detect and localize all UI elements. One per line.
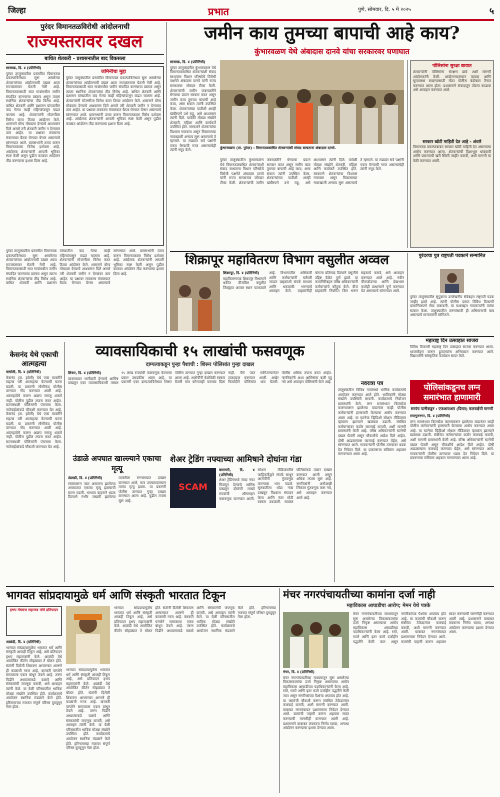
story-deck: सरपंच पत्नीकडून : एफआयआर (दिसत) कारवाईची मागणी [410,406,494,411]
meeting-photo [283,612,349,668]
story-continued-2: भागवत सांप्रदायामुळेच भारतात धर्म आणि संस्कृती आजही टिकून आहे, असे प्रतिपादन हभप महाराजांनी केले. आळंदी येथे आयोजित कीर्तन सोहळ्यात ते बोलत होते. संतांनी दिलेली शिकवण आचरणात आणणे ही काळाची गरज आहे. वारकरी परंपरेने समाजाला एकत्र बांधून ठेवले आहे. तरुण पिढीने अध्यात्माकडे वळावे आणि संस्कारांची जपणूक करावी, असे आवाहन त्यांनी केले. या वेळी परिसरातील भाविक मोठ्या संख्येने उपस्थित होते. कार्यक्रमाचे आयोजन स्थानिक मंडळाने केले होते. हरिनामाच्या गजरात संपूर्ण परिसर दुमदुमून गेला होता. [66,668,110,751]
sidebar-text: शेतकऱ्यांनी पोलिसांना संरक्षण द्यावे अशी मागणी आंदोलकांनी केली. आंदोलनादरम्यान कायदा आणि सुव्यवस्था राखण्यासाठी मोठा पोलीस बंदोबस्त तैनात करण्यात आला होता. प्रशासनाने संवादातून तोडगा काढावा असे आवाहन करण्यात आले. [413,70,491,93]
story-text: तालुक्यातील विविध गावांमध्ये धार्मिक कार्यक्रमांचे आयोजन करण्यात आले होते. भाविकांनी मोठ्या संख्येने उपस्थिती लावली. कार्यक्रमाचे नियोजन ग्रामस्थांनी केले. [338,388,406,406]
story-deck: दाम्पत्याकडून पुन्हा पैशाची : शिरूर पोलिसांत गुन्हा दाखल [145,362,255,368]
column-divider [407,253,408,334]
story-headline: शेअर ट्रेडिंग नफ्याच्या आमिषाने दोघांना गंडा [170,454,302,464]
story-body [68,371,332,451]
story-body [6,370,62,575]
speaker-icon [66,606,110,664]
story-text: मंचर नगरपंचायतीच्या माध्यमातून सुरू असलेल्या विकासकामांचा दर्जा निकृष्ट असल्याचा आरोप महाविकास आघाडीच्या पदाधिकाऱ्यांनी केला आहे. रस्ते, गटारे आणि इतर कामे दर्जाहीन पद्धतीने केली जात असून नागरिकांच्या पैशांचा अपव्यय होत आहे. या कामांची चौकशी करून संबंधित ठेकेदारांवर कारवाई करावी, अशी मागणी करण्यात आली. याबाबत नगरपंचायत प्रशासनाला निवेदन देण्यात आले. कामांची पाहणी करून अहवाल सादर करण्याची मागणीही करण्यात आली आहे. प्रशासनाने याबाबत लवकरच निर्णय घ्यावा, अन्यथा आंदोलन करण्याचा इशारा देण्यात आला. [283,675,349,731]
story-body: पुरंदर तालुक्यातील सुपुत्राला उल्लेखनीय सेवेबद्दल राष्ट्रपती पदक जाहीर झाले आहे. त्यांनी पोलीस दलात विविध ठिकाणी प्रामाणिकपणे सेवा बजावली. या यशाबद्दल गावकऱ्यांनी त्यांचा सत्कार केला. तालुक्यातील तरुणांसाठी ही अभिमानाची बाब असल्याचे मान्यवरांनी सांगितले. [410,295,494,318]
story-headline: पोलिसांकडूनच लग्न समारंभात हाणामारी [423,382,481,402]
story-byline: वाघोली, दि. ४ (प्रतिनिधी) [6,370,41,374]
column-divider [64,342,65,582]
story-body [223,271,404,333]
story-text: शेअर ट्रेडिंगमध्ये जादा नफा मिळवून देण्याचे आमिष दाखवून दोघांची लाखो रुपयांची ऑनलाइन फसवणूक करण्यात आली. सोशल मीडियावरील जाहिरातीद्वारे संपर्क साधून आरोपींनी गुंतवणूक करण्यास भाग पाडले. सुरुवातीला थोडा नफा दाखवून विश्वास संपादन केला आणि नंतर मोठी रक्कम उकळली. सायबर पोलिसांकडे तक्रार दाखल करण्यात आली असून अधिक तपास सुरू आहे. नागरिकांनी अनोळखी लिंकवर गुंतवणूक करू नये, असे आवाहन करण्यात आले आहे. [219,468,332,505]
story-byline: बारामती, दि. ४ (प्रतिनिधी) [219,468,255,477]
section-rule [6,336,494,337]
story-kesnand [6,350,62,578]
speaker-photo [66,606,110,664]
scam-label: SCAM [178,483,208,493]
story-byline: मंचर, दि. ४ (प्रतिनिधी) [283,670,315,674]
story-purandar-medal [410,253,494,334]
side-box [6,606,62,636]
column-divider [279,588,280,793]
story-body [170,60,216,248]
column-divider [407,60,408,248]
sidebar-heading-2: सरकार खोटी माहिती देत आहे - अंधारे [422,139,482,144]
story-byline: राजगुरुनगर, दि. ४ (प्रतिनिधी) [410,414,451,418]
story-byline: शिरूर, दि. ४ (प्रतिनिधी) [68,371,102,375]
story-text: केसनंद (ता. हवेली) येथे एका व्यक्तीने राहत्या घरी आत्महत्या केल्याची घटना घडली. या प्रकरणी लोणीकंद पोलीस ठाण्यात नोंद करण्यात आली आहे. आत्महत्येचे कारण अद्याप समजू शकले नाही. पोलीस पुढील तपास करत आहेत. घटनास्थळी पोलिसांनी पंचनामा केला. नातेवाईकांकडे चौकशी करण्यात येत आहे. [6,375,62,412]
story-body [6,66,60,246]
story-headline: शिक्रापूर महावितरण विभाग वसुलीत अव्वल [185,253,389,268]
story-continued: पुरंदर तालुक्यातील कुंभारवळण येथे विमानतळबाधित शेतकऱ्यांशी संवाद साधताना विधान परिषदेचे विरोधी पक्षनेते अंबादास दानवे यांनी राज्य सरकारवर जोरदार टीका केली. शेतकऱ्यांची जमीन जबरदस्तीने घेण्याचा प्रयत्न सरकार करत असून जमीन काय तुमच्या बापाची आहे काय, असा सवाल त्यांनी उपस्थित केला. शेतकऱ्यांच्या पाठीशी आम्ही खंबीरपणे उभे राहू, असे आश्वासन त्यांनी दिले. यावेळी मोठ्या संख्येने शेतकरी, महिला आणि कार्यकर्ते उपस्थित होते. सरकारने शेतकऱ्यांचा विश्वास गमावला असून विकासाच्या नावाखाली अन्याय सुरू असल्याचे ते म्हणाले. या लढ्यात सर्व पक्षांनी एकत्र येण्याची गरज असल्याचेही त्यांनी नमूद केले. [220,158,404,185]
story-headline: महाराष्ट्र दिन उत्साहात साजरा [425,338,479,344]
story-headline: पुरंदरचा पुत्र राष्ट्रपती पदकाने सन्मानित [418,254,486,259]
sidebar-heading: पोलिसांना सुरक्षा द्यावात [432,64,472,69]
story-byline: सासवड, दि. ४ (प्रतिनिधी) [6,66,42,70]
inset-box [63,66,164,246]
story-deck: बाधित शेतकरी - प्रशासनातील बाद विकसला [6,54,164,64]
group-photo-icon [283,612,349,668]
story-text: महावितरणच्या शिक्रापूर विभागाने थकीत वीजबिल वसुलीत जिल्ह्यात अव्वल स्थान पटकावले आहे. विभागातील अधिकारी आणि कर्मचाऱ्यांनी घरोघरी जाऊन ग्राहकांशी संपर्क साधला आणि थकबाकी भरण्याचे आवाहन केले. ग्राहकांनीही चांगला प्रतिसाद दिल्याने वसुलीचे उद्दिष्ट वेळेत पूर्ण झाले. या कामगिरीबद्दल वरिष्ठ अधिकाऱ्यांनी कर्मचाऱ्यांचे कौतुक केले. वीज ग्राहकांनी नियमित बिल भरून सहकार्य करावे, असे आवाहन करण्यात आले आहे. नवीन वीजजोडण्या आणि देखभाल कामेही प्राधान्याने पूर्ण करण्यात येत असल्याचे सांगण्यात आले. [223,271,404,294]
story-small-religious [338,380,406,582]
story-airport-protest [6,22,164,334]
story-headline: भागवत सांप्रदायामुळे धर्म आणि संस्कृती भारतात टिकून [6,589,226,602]
story-body [219,468,332,580]
story-body: विविध ठिकाणी महाराष्ट्र दिन उत्साहात साजरा करण्यात आला. ध्वजारोहण करून हुतात्म्यांना अभिवादन करण्यात आले. विद्यार्थ्यांनी सांस्कृतिक कार्यक्रम सादर केले. [410,345,494,359]
masthead [8,4,494,18]
story-deck: कुंभारवळण येथे अंबादास दानवे यांचा सरकारवर घणाघात [254,47,410,56]
story-headline: मंचर नगरपंचायतीच्या कामांना दर्जा नाही [283,589,436,601]
side-box-title: हभप मेघराज महाराज यांचे प्रतिपादन [9,608,59,612]
story-byline: सासवड, दि. ४ (प्रतिनिधी) [170,60,206,64]
story-headline: उंडाळे अपघात खाल्ल्याने एकाचा मृत्यू [72,454,162,473]
crowd-photo-icon [220,60,404,144]
story-text: लग्न समारंभात किरकोळ कारणावरून झालेल्या वादानंतर काही पोलीस कर्मचाऱ्यांनी हाणामारी केल्याचा आरोप करण्यात आला आहे. या घटनेचा व्हिडिओ सोशल मीडियावर व्हायरल झाल्याने खळबळ उडाली. संबंधित कर्मचाऱ्यांवर कठोर कारवाई करावी, अशी मागणी ग्रामस्थांनी केली आहे. वरिष्ठ अधिकाऱ्यांनी घटनेची दखल घेतली असून चौकशीचे आदेश दिले आहेत. दोषी आढळल्यास कारवाई करण्यात येईल, असे सांगण्यात आले. गावकऱ्यांनी पोलीस ठाण्यावर धडक देत निवेदन दिले. या प्रकरणाचा सविस्तर अहवाल मागवण्यात आला आहे. [410,419,494,461]
story-deck: महाविकास आघाडीचा आरोप; मेमन येथे पत्रके [346,603,431,609]
photo-caption: कुंभारवळण (ता. पुरंदर) : विमानतळबाधित शेतकऱ्यांशी संवाद साधताना अंबादास दानवे. [220,146,336,150]
story-byline: उंडवडी, दि. ४ (प्रतिनिधी) [68,476,103,480]
story-body [6,640,62,790]
story-headline: जमीन काय तुमच्या बापाची आहे काय? [204,23,460,44]
column-divider [334,342,335,582]
story-headline: व्यावसायिकाची १५ लाखांची फसवणूक [95,342,305,360]
inset-box-title: जमिनीचा मुद्दा [101,69,126,75]
story-text: पुरंदर तालुक्यातील प्रस्तावित विमानतळ प्रकल्पाविरोधात सुरू असलेल्या शेतकऱ्यांच्या आंदोलनाची दखल आता राज्यस्तरावर घेतली गेली आहे. विमानतळासाठी सात गावांमधील जमीन संपादित करण्याचा प्रस्ताव असून त्याला स्थानिक शेतकऱ्यांचा तीव्र विरोध आहे. बाधित शेतकरी आणि प्रशासन यांच्यातील वाद गेल्या काही महिन्यांपासून वाढत चालला आहे. शेतकऱ्यांनी मोजणीला विरोध करत ठिय्या आंदोलन केले. शासनाने योग्य मोबदला देण्याचे आश्वासन दिले असले तरी शेतकरी जमीन न देण्यावर ठाम आहेत. या प्रश्नावर लवकरच मंत्रालयात बैठक घेण्यात येणार असल्याचे सांगण्यात आले. ग्रामसभांनी ठराव करून विमानतळाला विरोध दर्शवला आहे. आंदोलक शेतकऱ्यांनी आपली भूमिका स्पष्ट केली असून पुढील काळात आंदोलन तीव्र करण्याचा इशारा दिला आहे. [6,71,60,163]
story-fraud [68,342,332,452]
scam-image [170,468,216,508]
story-text: पुरंदर तालुक्यातील कुंभारवळण येथे विमानतळबाधित शेतकऱ्यांशी संवाद साधताना विधान परिषदेचे विरोधी पक्षनेते अंबादास दानवे यांनी राज्य सरकारवर जोरदार टीका केली. शेतकऱ्यांची जमीन जबरदस्तीने घेण्याचा प्रयत्न सरकार करत असून जमीन काय तुमच्या बापाची आहे काय, असा सवाल त्यांनी उपस्थित केला. शेतकऱ्यांच्या पाठीशी आम्ही खंबीरपणे उभे राहू, असे आश्वासन त्यांनी दिले. यावेळी मोठ्या संख्येने शेतकरी, महिला आणि कार्यकर्ते उपस्थित होते. सरकारने शेतकऱ्यांचा विश्वास गमावला असून विकासाच्या नावाखाली अन्याय सुरू असल्याचे ते म्हणाले. या लढ्यात सर्व पक्षांनी एकत्र येण्याची गरज असल्याचेही त्यांनी नमूद केले. [170,65,216,153]
section-label: जिल्हा [8,6,26,15]
story-shikrapur [170,253,404,334]
story-maharashtra-day [410,338,494,378]
story-headline: केसनंद येथे एकाची आत्महत्या [9,350,59,368]
newspaper-logo: प्रभात [208,7,230,18]
portrait-icon [440,269,464,293]
story-byline: शिक्रापूर, दि. ४ (प्रतिनिधी) [223,271,260,275]
headline-box [410,380,494,404]
story-manchar [283,588,494,793]
story-accident [68,454,166,582]
date-line: पुणे, सोमवार, दि. ५ मे २०२५ [358,7,411,13]
story-body [68,476,166,580]
section-rule [6,586,494,587]
story-text: व्यवसायात भागीदारी देण्याचे आमिष दाखवून एका व्यावसायिकाची तब्बल १५ लाख रुपयांची फसवणूक केल्याचा प्रकार उघडकीस आला आहे. या प्रकरणी एका दाम्पत्याविरोधात शिरूर पोलीस ठाण्यात गुन्हा दाखल करण्यात आला आहे. आरोपींनी वेळोवेळी रक्कम घेतली मात्र कोणताही परतावा दिला नाही. पैसे परत मागितल्यानंतर टाळाटाळ करण्यात आली. अखेर फिर्यादीने पोलिसांत धाव घेतली. पोलीस अधिक तपास करत आहेत. नागरिकांनी अशा आमिषांना बळी पडू नये असे आवाहन पोलिसांनी केले आहे. [68,371,332,386]
story-police-fight [410,380,494,582]
story-body [283,670,349,790]
story-share-trading [170,454,332,582]
people-photo-icon [170,271,220,331]
sidebar-text-2: विमानतळ प्रकल्पाबाबत सरकार खोटी माहिती देत असल्याचा आरोप करण्यात आला. शेतकऱ्यांची दिशाभूल थांबवावी आणि प्रकल्पाची खरी स्थिती जाहीर करावी, अशी मागणी या वेळी करण्यात आली. [413,145,491,163]
story-continued: पुरंदर तालुक्यातील प्रस्तावित विमानतळ प्रकल्पाविरोधात सुरू असलेल्या शेतकऱ्यांच्या आंदोलनाची दखल आता राज्यस्तरावर घेतली गेली आहे. विमानतळासाठी सात गावांमधील जमीन संपादित करण्याचा प्रस्ताव असून त्याला स्थानिक शेतकऱ्यांचा तीव्र विरोध आहे. बाधित शेतकरी आणि प्रशासन यांच्यातील वाद गेल्या काही महिन्यांपासून वाढत चालला आहे. शेतकऱ्यांनी मोजणीला विरोध करत ठिय्या आंदोलन केले. शासनाने योग्य मोबदला देण्याचे आश्वासन दिले असले तरी शेतकरी जमीन न देण्यावर ठाम आहेत. या प्रश्नावर लवकरच मंत्रालयात बैठक घेण्यात येणार असल्याचे सांगण्यात आले. ग्रामसभांनी ठराव करून विमानतळाला विरोध दर्शवला आहे. आंदोलक शेतकऱ्यांनी आपली भूमिका स्पष्ट केली असून पुढील काळात आंदोलन तीव्र करण्याचा इशारा दिला आहे. [6,249,164,286]
masthead-rule [6,19,494,21]
rally-photo [220,60,404,144]
story-headline: राज्यस्तरावर दखल [27,32,143,52]
story-headline: नवरात्रा पत्र [360,381,384,387]
story-rule [170,251,494,252]
inset-box-text: पुरंदर तालुक्यातील प्रस्तावित विमानतळ प्रकल्पाविरोधात सुरू असलेल्या शेतकऱ्यांच्या आंदोलनाची दखल आता राज्यस्तरावर घेतली गेली आहे. विमानतळासाठी सात गावांमधील जमीन संपादित करण्याचा प्रस्ताव असून त्याला स्थानिक शेतकऱ्यांचा तीव्र विरोध आहे. बाधित शेतकरी आणि प्रशासन यांच्यातील वाद गेल्या काही महिन्यांपासून वाढत चालला आहे. शेतकऱ्यांनी मोजणीला विरोध करत ठिय्या आंदोलन केले. शासनाने योग्य मोबदला देण्याचे आश्वासन दिले असले तरी शेतकरी जमीन न देण्यावर ठाम आहेत. या प्रश्नावर लवकरच मंत्रालयात बैठक घेण्यात येणार असल्याचे सांगण्यात आले. ग्रामसभांनी ठराव करून विमानतळाला विरोध दर्शवला आहे. आंदोलक शेतकऱ्यांनी आपली भूमिका स्पष्ट केली असून पुढील काळात आंदोलन तीव्र करण्याचा इशारा दिला आहे. [66,76,161,126]
story-continued: मंचर नगरपंचायतीच्या माध्यमातून सुरू असलेल्या विकासकामांचा दर्जा निकृष्ट असल्याचा आरोप महाविकास आघाडीच्या पदाधिकाऱ्यांनी केला आहे. रस्ते, गटारे आणि इतर कामे दर्जाहीन पद्धतीने केली जात असून नागरिकांच्या पैशांचा अपव्यय होत आहे. या कामांची चौकशी करून संबंधित ठेकेदारांवर कारवाई करावी, अशी मागणी करण्यात आली. याबाबत नगरपंचायत प्रशासनाला निवेदन देण्यात आले. कामांची पाहणी करून अहवाल सादर करण्याची मागणीही करण्यात आली आहे. प्रशासनाने याबाबत लवकरच निर्णय घ्यावा, अन्यथा आंदोलन करण्याचा इशारा देण्यात आला. [353,612,494,644]
column-divider [166,22,167,334]
sidebar-box [410,60,494,248]
story-byline: आळंदी, दि. ४ (प्रतिनिधी) [6,640,41,644]
story-kicker: पुरंदर विमानतळविरोधी आंदोलनाची [40,22,130,31]
story-text: रस्त्यावरून जात असताना झालेल्या अपघातात एकाचा मृत्यू झाल्याची घटना घडली. भरधाव वाहनाने धडक दिल्याने गंभीर जखमी झालेल्या व्यक्तीला रुग्णालयात दाखल करण्यात आले, मात्र उपचारादरम्यान त्याचा मृत्यू झाला. या प्रकरणी पोलीस ठाण्यात गुन्हा दाखल करण्यात आला आहे. पुढील तपास सुरू आहे. [68,476,166,503]
story-continued: भागवत सांप्रदायामुळेच भारतात धर्म आणि संस्कृती आजही टिकून आहे, असे प्रतिपादन हभप महाराजांनी केले. आळंदी येथे आयोजित कीर्तन सोहळ्यात ते बोलत होते. संतांनी दिलेली शिकवण आचरणात आणणे ही काळाची गरज आहे. वारकरी परंपरेने समाजाला एकत्र बांधून ठेवले आहे. तरुण पिढीने अध्यात्माकडे वळावे आणि संस्कारांची जपणूक करावी, असे आवाहन त्यांनी केले. या वेळी परिसरातील भाविक मोठ्या संख्येने उपस्थित होते. कार्यक्रमाचे आयोजन स्थानिक मंडळाने केले होते. हरिनामाच्या गजरात संपूर्ण परिसर दुमदुमून गेला होता. [114,606,276,633]
portrait-photo [440,269,464,293]
story-text-more: लग्न समारंभात किरकोळ कारणावरून झालेल्या वादानंतर काही पोलीस कर्मचाऱ्यांनी हाणामारी केल्याचा आरोप करण्यात आला आहे. या घटनेचा व्हिडिओ सोशल मीडियावर व्हायरल झाल्याने खळबळ उडाली. संबंधित कर्मचाऱ्यांवर कठोर कारवाई करावी, अशी मागणी ग्रामस्थांनी केली आहे. वरिष्ठ अधिकाऱ्यांनी घटनेची दखल घेतली असून चौकशीचे आदेश दिले आहेत. दोषी आढळल्यास कारवाई करण्यात येईल, असे सांगण्यात आले. गावकऱ्यांनी पोलीस ठाण्यावर धडक देत निवेदन दिले. या प्रकरणाचा सविस्तर अहवाल मागवण्यात आला आहे. [338,401,406,457]
event-photo [170,271,220,331]
story-text-more: केसनंद (ता. हवेली) येथे एका व्यक्तीने राहत्या घरी आत्महत्या केल्याची घटना घडली. या प्रकरणी लोणीकंद पोलीस ठाण्यात नोंद करण्यात आली आहे. आत्महत्येचे कारण अद्याप समजू शकले नाही. पोलीस पुढील तपास करत आहेत. घटनास्थळी पोलिसांनी पंचनामा केला. नातेवाईकांकडे चौकशी करण्यात येत आहे. [6,412,62,449]
story-body [338,388,406,578]
story-danve [170,22,494,250]
page-number: ५ [489,7,494,17]
story-body [410,414,494,564]
story-bhagwat [6,588,276,793]
story-text: भागवत सांप्रदायामुळेच भारतात धर्म आणि संस्कृती आजही टिकून आहे, असे प्रतिपादन हभप महाराजांनी केले. आळंदी येथे आयोजित कीर्तन सोहळ्यात ते बोलत होते. संतांनी दिलेली शिकवण आचरणात आणणे ही काळाची गरज आहे. वारकरी परंपरेने समाजाला एकत्र बांधून ठेवले आहे. तरुण पिढीने अध्यात्माकडे वळावे आणि संस्कारांची जपणूक करावी, असे आवाहन त्यांनी केले. या वेळी परिसरातील भाविक मोठ्या संख्येने उपस्थित होते. कार्यक्रमाचे आयोजन स्थानिक मंडळाने केले होते. हरिनामाच्या गजरात संपूर्ण परिसर दुमदुमून गेला होता. [6,645,62,710]
scam-photo [170,468,216,508]
